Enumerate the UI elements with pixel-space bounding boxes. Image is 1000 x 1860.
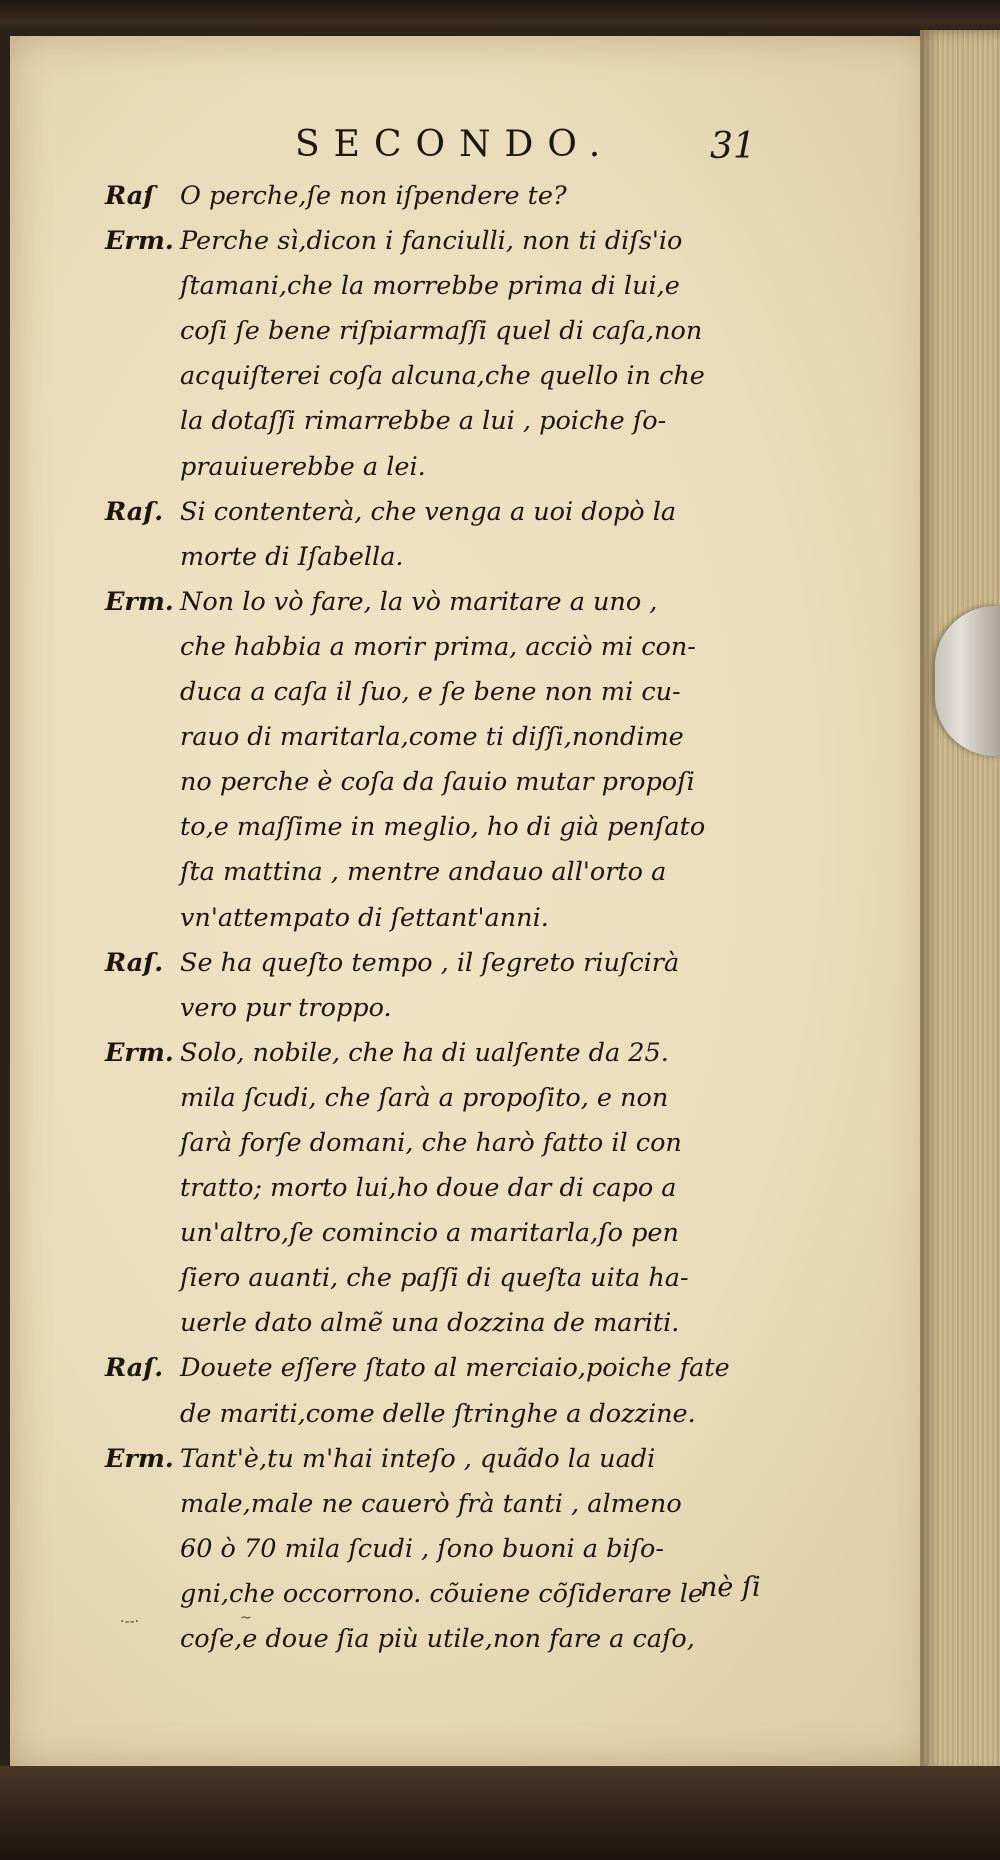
text-line: morte di Iſabella. xyxy=(180,541,404,572)
speaker-label: Raſ. xyxy=(105,496,164,527)
speaker-label: Erm. xyxy=(105,226,174,257)
speaker-label: Erm. xyxy=(105,1443,174,1474)
text-line: male,male ne cauerò frà tanti , almeno xyxy=(180,1488,682,1519)
dialogue-text xyxy=(105,174,865,1662)
ink-mark: ·--· xyxy=(120,1614,140,1630)
text-line: uerle dato almẽ una dozzina de mariti. xyxy=(180,1308,680,1339)
text-line: vero pur troppo. xyxy=(180,992,392,1023)
text-line: ſiero auanti, che paſſi di queſta uita ha- xyxy=(180,1263,689,1294)
text-line: Si contenterà, che venga a uoi dopò la xyxy=(180,496,677,527)
book-page xyxy=(10,36,932,1766)
text-line: coſe,e doue ſia più utile,non fare a caſo, xyxy=(180,1624,695,1654)
text-line: coſi ſe bene riſpiarmaſſi quel di caſa,non xyxy=(180,316,703,347)
table-surface xyxy=(0,1766,1000,1860)
text-line: vn'attempato di ſettant'anni. xyxy=(180,902,549,933)
text-line: Non lo vò fare, la vò maritare a uno , xyxy=(180,586,658,617)
text-line: to,e maſſime in meglio, ho di già penſato xyxy=(180,812,706,843)
text-line: Solo, nobile, che ha di ualſente da 25. xyxy=(180,1037,669,1068)
running-head xyxy=(10,124,932,174)
speaker-label: Erm. xyxy=(105,586,174,617)
text-line: de mariti,come delle ſtringhe a dozzine. xyxy=(180,1398,696,1429)
text-line: la dotaſſi rimarrebbe a lui , poiche ſo- xyxy=(180,406,667,437)
speaker-label: Raſ xyxy=(105,181,155,211)
text-line: acquiſterei coſa alcuna,che quello in che xyxy=(180,361,705,392)
speech xyxy=(105,174,865,219)
text-line: O perche,ſe non iſpendere te? xyxy=(180,181,567,211)
speech xyxy=(105,490,865,580)
text-line: ſtamani,che la morrebbe prima di lui,e xyxy=(180,271,680,302)
text-line: tratto; morto lui,ho doue dar di capo a xyxy=(180,1173,677,1204)
speech xyxy=(105,1437,865,1662)
speech xyxy=(105,219,865,490)
text-line: duca a caſa il ſuo, e ſe bene non mi cu- xyxy=(180,677,681,708)
page-edges xyxy=(920,30,1000,1775)
page-number: 31 xyxy=(710,126,756,167)
text-line: prauiuerebbe a lei. xyxy=(180,451,426,482)
speech xyxy=(105,580,865,941)
text-line: 60 ò 70 mila ſcudi , ſono buoni a biſo- xyxy=(180,1533,664,1564)
text-line: Se ha queſto tempo , il ſegreto riuſcirà xyxy=(180,947,680,978)
text-line: mila ſcudi, che ſarà a propoſito, e non xyxy=(180,1082,669,1113)
text-line: che habbia a morir prima, acciò mi con- xyxy=(180,631,696,662)
speech xyxy=(105,941,865,1031)
speech xyxy=(105,1031,865,1347)
text-line: gni,che occorrono. cõuiene cõſiderare le xyxy=(180,1578,704,1609)
text-line: ſta mattina , mentre andauo all'orto a xyxy=(180,857,667,888)
text-line: Tant'è,tu m'hai inteſo , quãdo la uadi xyxy=(180,1443,656,1474)
text-line: rauo di maritarla,come ti diſſi,nondime xyxy=(180,722,684,753)
text-line: Perche sì,dicon i fanciulli, non ti diſs'io xyxy=(180,226,683,257)
text-line: Douete eſſere ſtato al merciaio,poiche fate xyxy=(180,1353,730,1384)
ink-mark: ~ xyxy=(240,1610,252,1626)
speech xyxy=(105,1346,865,1436)
running-title: SECONDO. xyxy=(295,124,615,165)
speaker-label: Erm. xyxy=(105,1037,174,1068)
text-line: un'altro,ſe comincio a maritarla,ſo pen xyxy=(180,1218,679,1249)
text-line: ſarà forſe domani, che harò fatto il con xyxy=(180,1127,682,1158)
text-line: no perche è coſa da ſauio mutar propoſi xyxy=(180,767,695,798)
speaker-label: Raſ. xyxy=(105,1353,164,1384)
catchword: nè ſi xyxy=(700,1572,761,1603)
speaker-label: Raſ. xyxy=(105,947,164,978)
